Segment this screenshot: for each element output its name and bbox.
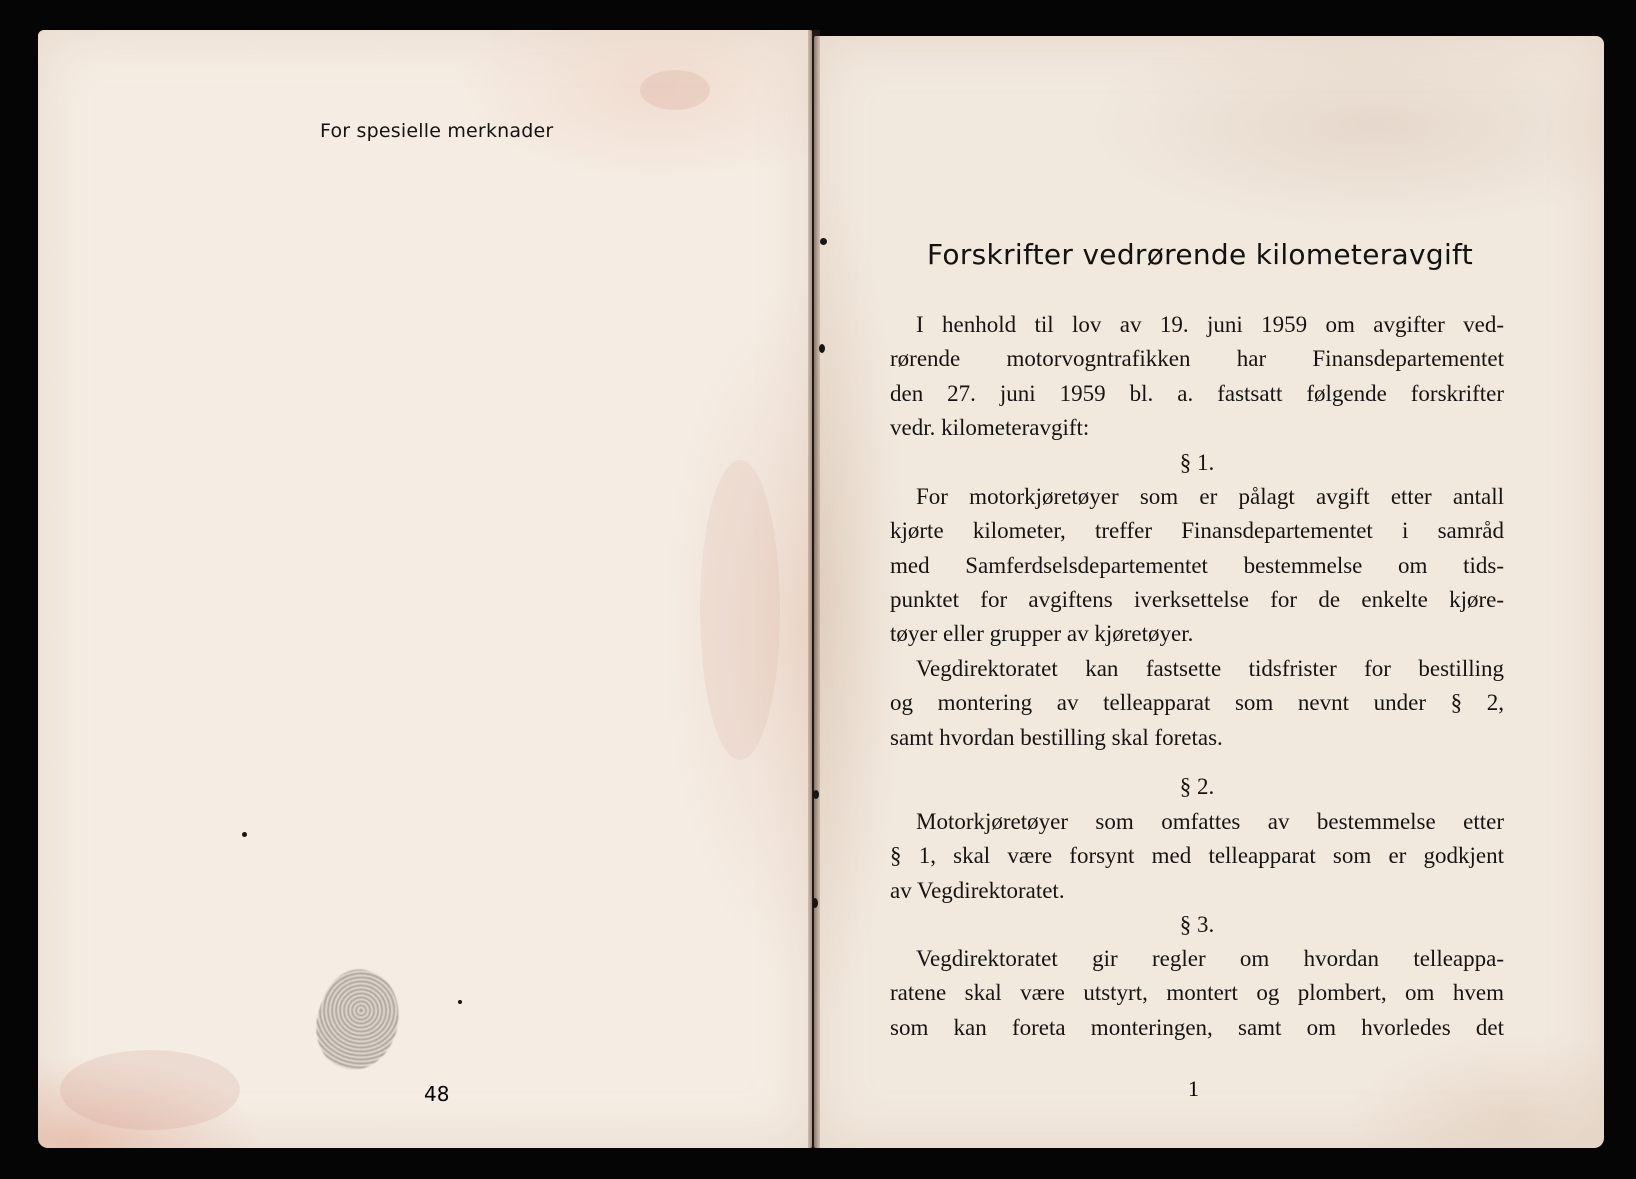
section-2-paragraph-1 (890, 805, 1504, 908)
section-3-paragraph-1 (890, 942, 1504, 1045)
binding-staple-mark (820, 238, 827, 245)
intro-paragraph (890, 308, 1504, 445)
binding-staple-mark (812, 898, 818, 908)
text-line: vedr. kilometeravgift: (890, 414, 1090, 440)
text-line: tøyer eller grupper av kjøretøyer. (890, 621, 1194, 647)
text-line: ratene skal være utstyrt, montert og plombert, om hvem (890, 980, 1504, 1006)
paper-stain (700, 460, 780, 760)
text-line: I henhold til lov av 19. juni 1959 om avgifter ved- (916, 312, 1504, 337)
text-line: og montering av telleapparat som nevnt under § 2, (890, 690, 1504, 716)
text-line: Motorkjøretøyer som omfattes av bestemmelse etter (916, 809, 1504, 834)
binding-gutter (808, 30, 820, 1148)
special-remarks-label: For spesielle merknader (320, 120, 554, 142)
page-number-right: 1 (1188, 1076, 1199, 1101)
section-sign-2: § 2. (1179, 774, 1215, 799)
binding-staple-mark (819, 344, 825, 353)
page-heading: Forskrifter vedrørende kilometeravgift (927, 238, 1473, 271)
paper-stain (60, 1050, 240, 1130)
section-1-paragraph-1 (890, 480, 1504, 651)
text-line: kjørte kilometer, treffer Finansdepartementet i samråd (890, 518, 1504, 544)
text-line: av Vegdirektoratet. (890, 877, 1065, 903)
section-sign-3: § 3. (1179, 912, 1215, 937)
text-line: Vegdirektoratet gir regler om hvordan telleappa- (916, 946, 1504, 971)
text-line: rørende motorvogntrafikken har Finansdepartementet (890, 346, 1504, 372)
text-line: For motorkjøretøyer som er pålagt avgift etter antall (916, 484, 1504, 509)
text-line: med Samferdselsdepartementet bestemmelse om tids- (890, 552, 1504, 578)
text-line: Vegdirektoratet kan fastsette tidsfrister for bestilling (916, 656, 1504, 681)
ink-dot (242, 832, 247, 837)
section-1-paragraph-2 (890, 652, 1504, 755)
ink-dot (458, 1000, 462, 1004)
left-page (38, 30, 812, 1148)
text-line: punktet for avgiftens iverksettelse for de enkelte kjøre- (890, 586, 1504, 612)
text-line: samt hvordan bestilling skal foretas. (890, 724, 1223, 750)
binding-staple-mark (813, 790, 819, 799)
text-line: den 27. juni 1959 bl. a. fastsatt følgende forskrifter (890, 380, 1504, 406)
paper-stain (640, 70, 710, 110)
text-line: som kan foreta monteringen, samt om hvorledes det (890, 1014, 1504, 1040)
text-line: § 1, skal være forsynt med telleapparat som er godkjent (890, 843, 1504, 869)
page-number-left: 48 (424, 1082, 450, 1106)
section-sign-1: § 1. (1179, 450, 1215, 475)
